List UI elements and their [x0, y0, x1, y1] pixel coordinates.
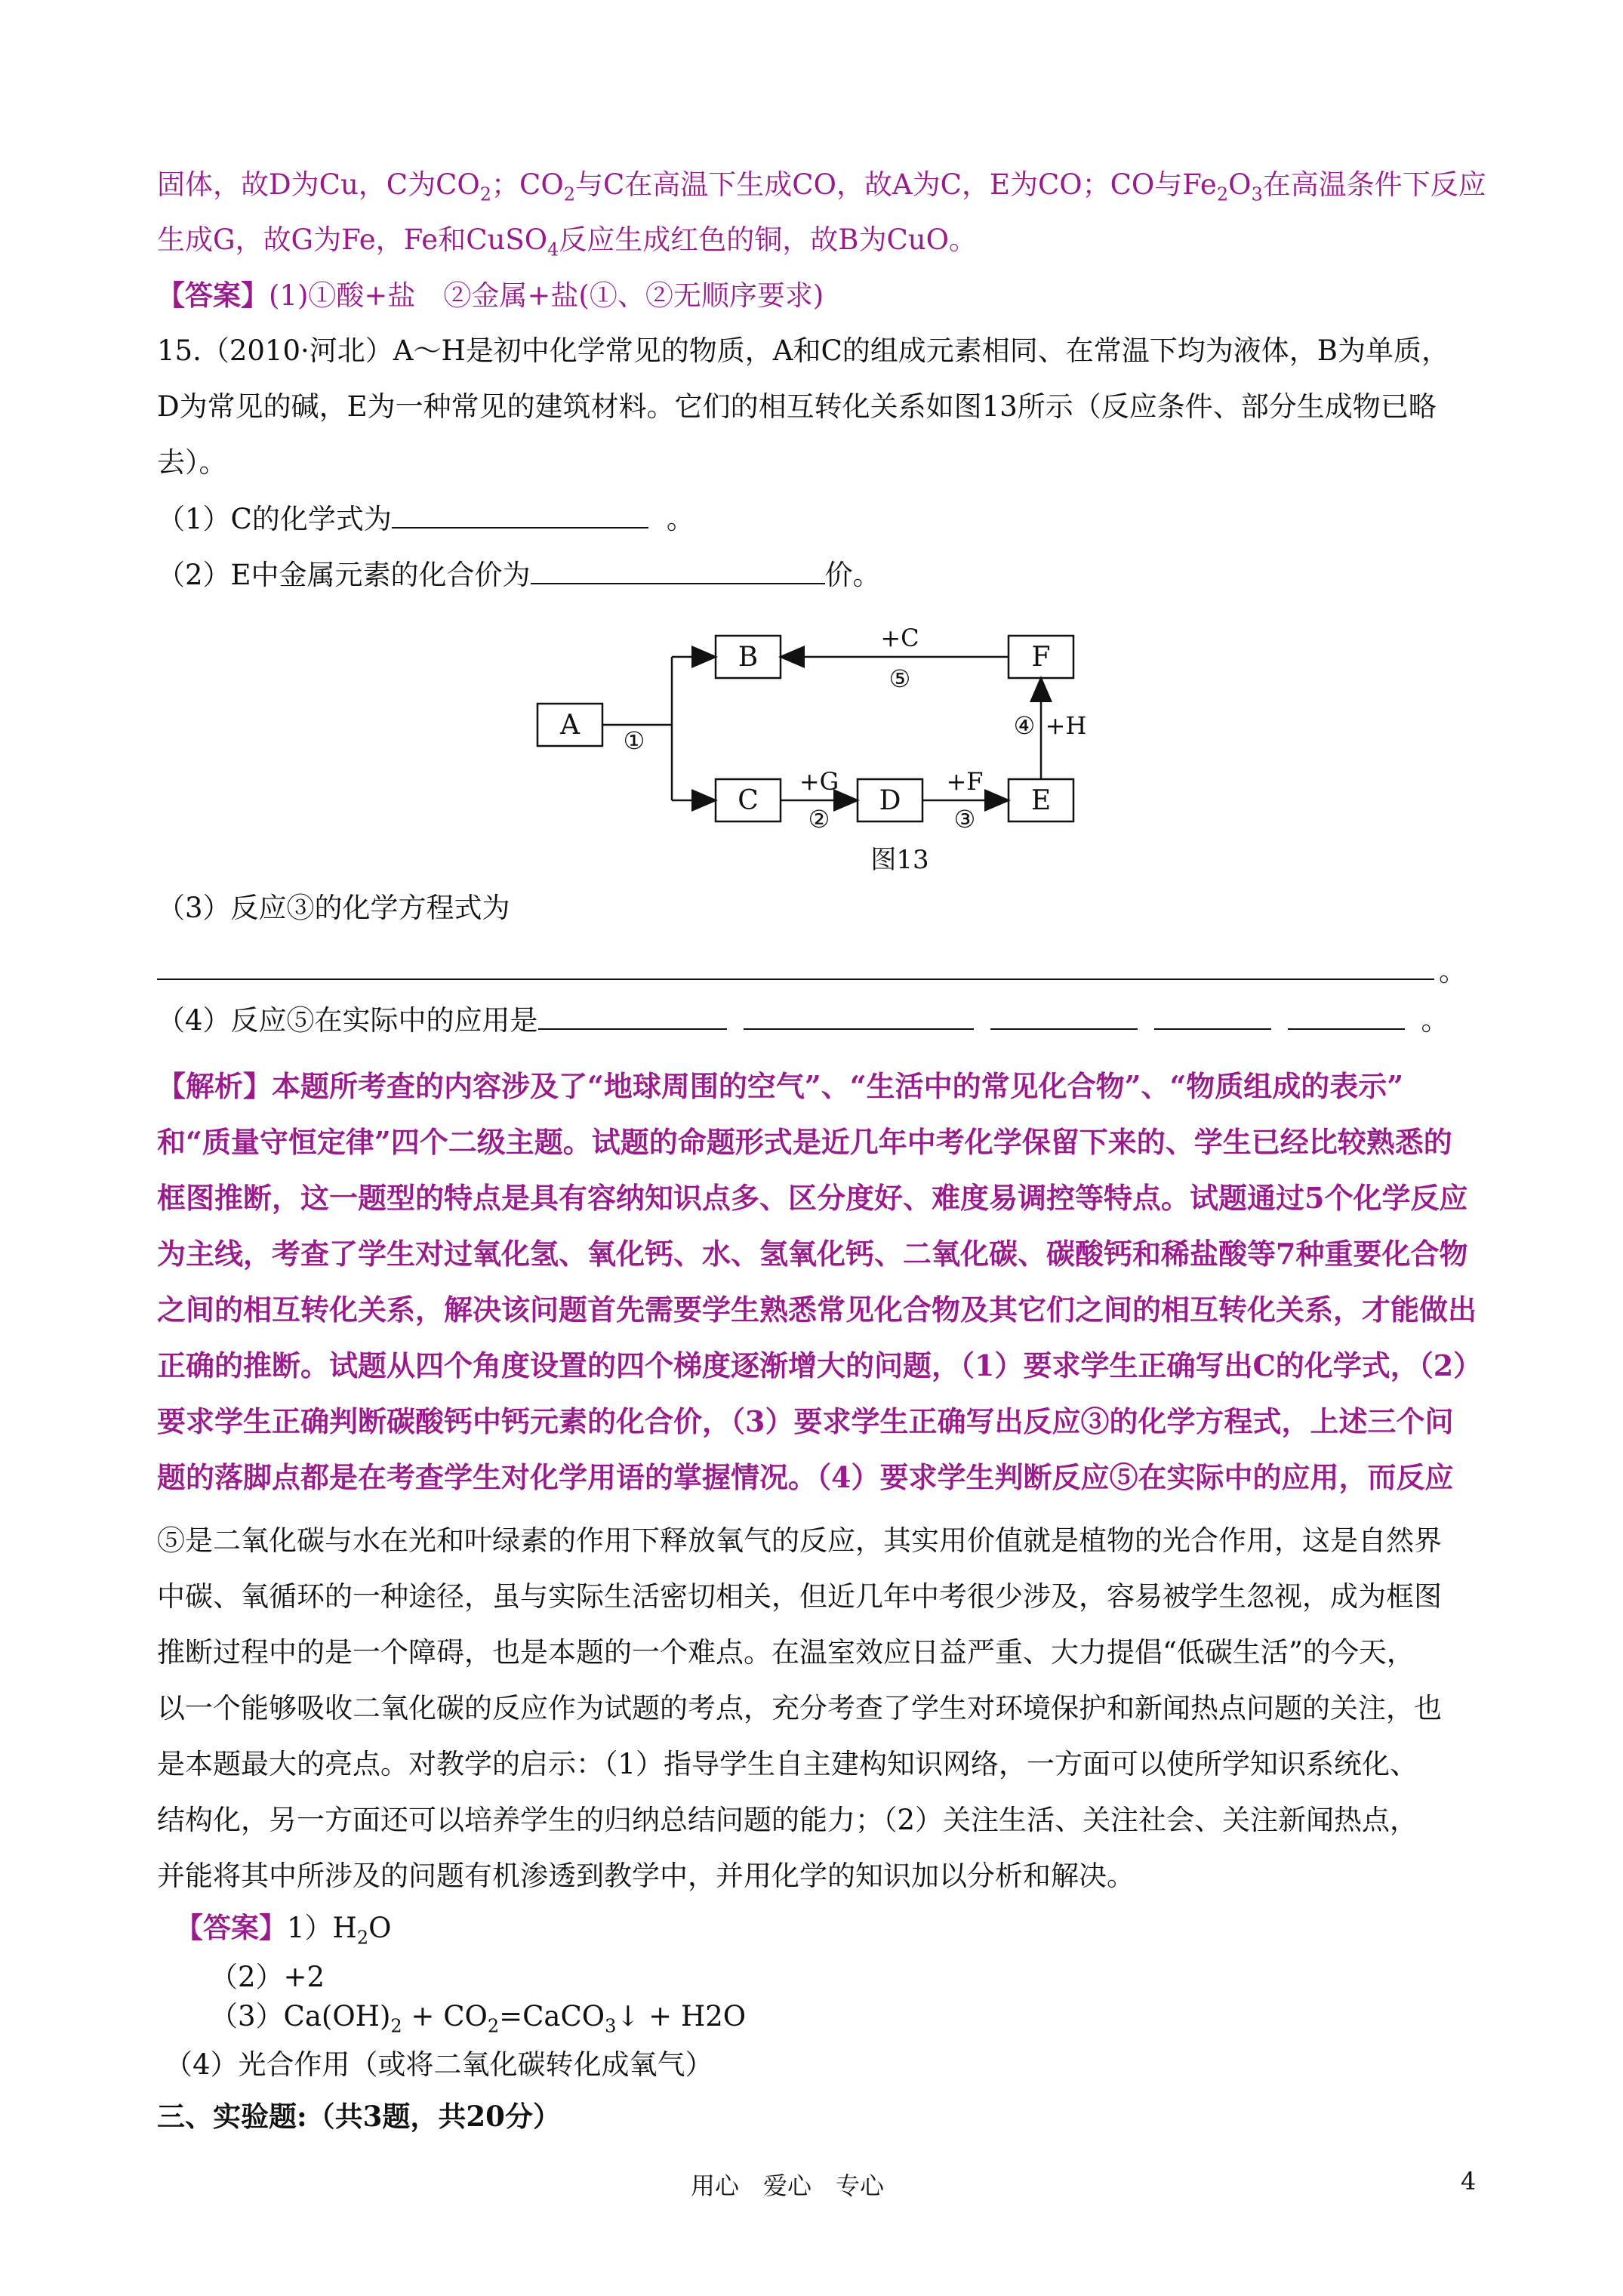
answer-blank[interactable]: [1154, 1003, 1271, 1030]
analysis-line-8: 题的落脚点都是在考查学生对化学用语的掌握情况。（4）要求学生判断反应⑤在实际中的应用，而反应: [157, 1460, 1454, 1494]
reaction-diagram: [528, 612, 1117, 891]
node-a: A: [560, 710, 580, 741]
analysis-tag: 【解析】: [157, 1069, 273, 1103]
analysis-line-1: 【解析】本题所考查的内容涉及了“地球周围的空气”、“生活中的常见化合物”、“物质组成的表示”: [157, 1069, 1404, 1103]
reaction-1-label: ①: [623, 726, 645, 755]
analysis-line-5: 之间的相互转化关系，解决该问题首先需要学生熟悉常见化合物及其它们之间的相互转化关系，才能做出: [157, 1293, 1477, 1327]
reaction-2-label: ②: [808, 805, 830, 834]
prev-analysis-line-1: 固体，故D为Cu，C为$CO_2$；$CO_2$与C在高温下生成CO，故A为C，E为CO；CO与$Fe_2O_3$在高温条件下反应: [157, 168, 1486, 205]
analysis-line-9: ⑤是二氧化碳与水在光和叶绿素的作用下释放氧气的反应，其实用价值就是植物的光合作用，这是自然界: [157, 1524, 1442, 1557]
answer-blank[interactable]: [392, 501, 648, 529]
reaction-3-label: ③: [953, 805, 976, 834]
answer-tag: 【答案】: [175, 1911, 287, 1944]
question-line-1: 15.（2010·河北）A～H是初中化学常见的物质，A和C的组成元素相同、在常温下均为液体，B为单质，: [157, 334, 1449, 367]
analysis-line-13: 是本题最大的亮点。对教学的启示：（1）指导学生自主建构知识网络，一方面可以使所学知识系统化、: [157, 1748, 1418, 1780]
answer-3: $(3)Ca(OH)_2$ + $CO_2=CaCO_3↓ + H2O$: [210, 2000, 747, 2037]
equation-blank[interactable]: [157, 953, 1434, 980]
question-line-3: 去）。: [157, 446, 227, 479]
analysis-line-3: 框图推断，这一题型的特点是具有容纳知识点多、区分度好、难度易调控等特点。试题通过5个化学反应: [157, 1181, 1468, 1215]
answer-blank[interactable]: [531, 557, 825, 584]
answer-2: （2）+2: [210, 1961, 325, 1993]
analysis-line-4: 为主线，考查了学生对过氧化氢、氧化钙、水、氢氧化钙、二氧化碳、碳酸钙和稀盐酸等7种重要化合物: [157, 1237, 1468, 1271]
question-part-4: （4）反应⑤在实际中的应用是 。: [157, 1004, 1449, 1037]
analysis-line-15: 并能将其中所涉及的问题有机渗透到教学中，并用化学的知识加以分析和解决。: [157, 1860, 1135, 1892]
prev-analysis-line-2: 生成G，故G为Fe，Fe和CuSO$_4$反应生成红色的铜，故B为CuO。: [157, 223, 977, 260]
answer-tag: 【答案】: [157, 279, 269, 312]
reaction-4-label: ④: [1013, 711, 1036, 740]
plus-h-label: +H: [1045, 711, 1087, 740]
analysis-line-12: 以一个能够吸收二氧化碳的反应作为试题的考点，充分考查了学生对环境保护和新闻热点问题的关注，也: [157, 1692, 1442, 1724]
page-number: 4: [1461, 2167, 1477, 2196]
question-part-3: （3）反应③的化学方程式为: [157, 892, 510, 924]
question-part-1: （1）C的化学式为 。: [157, 503, 694, 535]
analysis-line-14: 结构化，另一方面还可以培养学生的归纳总结问题的能力；（2）关注生活、关注社会、关注新闻热点，: [157, 1804, 1418, 1836]
question-line-2: D为常见的碱，E为一种常见的建筑材料。它们的相互转化关系如图13所示（反应条件、部分生成物已略: [157, 390, 1437, 423]
analysis-line-7: 要求学生正确判断碳酸钙中钙元素的化合价，（3）要求学生正确写出反应③的化学方程式，上述三个问: [157, 1404, 1454, 1438]
analysis-line-2: 和“质量守恒定律”四个二级主题。试题的命题形式是近几年中考化学保留下来的、学生已经比较熟悉的: [157, 1125, 1452, 1159]
question-part-3-end: 。: [1439, 955, 1467, 988]
node-c: C: [738, 785, 759, 816]
plus-f-label: +F: [946, 767, 984, 796]
plus-g-label: +G: [799, 767, 839, 796]
node-e: E: [1030, 785, 1052, 816]
prev-answer: 【答案】(1)①酸+盐 ②金属+盐(①、②无顺序要求): [157, 279, 824, 312]
analysis-line-10: 中碳、氧循环的一种途径，虽与实际生活密切相关，但近几年中考很少涉及，容易被学生忽视，成为框图: [157, 1580, 1442, 1613]
node-f: F: [1031, 642, 1051, 673]
answer-blank[interactable]: [744, 1003, 974, 1030]
answer-blank[interactable]: [990, 1003, 1138, 1030]
node-d: D: [879, 785, 901, 816]
reaction-5-label: ⑤: [888, 664, 911, 693]
node-b: B: [738, 642, 759, 673]
analysis-line-11: 推断过程中的是一个障碍，也是本题的一个难点。在温室效应日益严重、大力提倡“低碳生活”的今天，: [157, 1636, 1415, 1669]
figure-caption: 图13: [870, 845, 929, 875]
answer-blank[interactable]: [1288, 1003, 1405, 1030]
answer-4: （4）光合作用（或将二氧化碳转化成氧气）: [165, 2048, 713, 2081]
footer-motto: 用心 爱心 专心: [691, 2171, 885, 2200]
answer-1: 【答案】$1)H_2O$: [175, 1911, 392, 1949]
analysis-line-6: 正确的推断。试题从四个角度设置的四个梯度逐渐增大的问题，（1）要求学生正确写出C的化学式，（2）: [157, 1348, 1483, 1382]
answer-blank[interactable]: [538, 1003, 727, 1030]
plus-c-label: +C: [880, 624, 919, 652]
question-part-2: （2）E中金属元素的化合价为 价。: [157, 559, 881, 591]
section-heading: 三、实验题:（共3题，共20分）: [157, 2100, 561, 2133]
